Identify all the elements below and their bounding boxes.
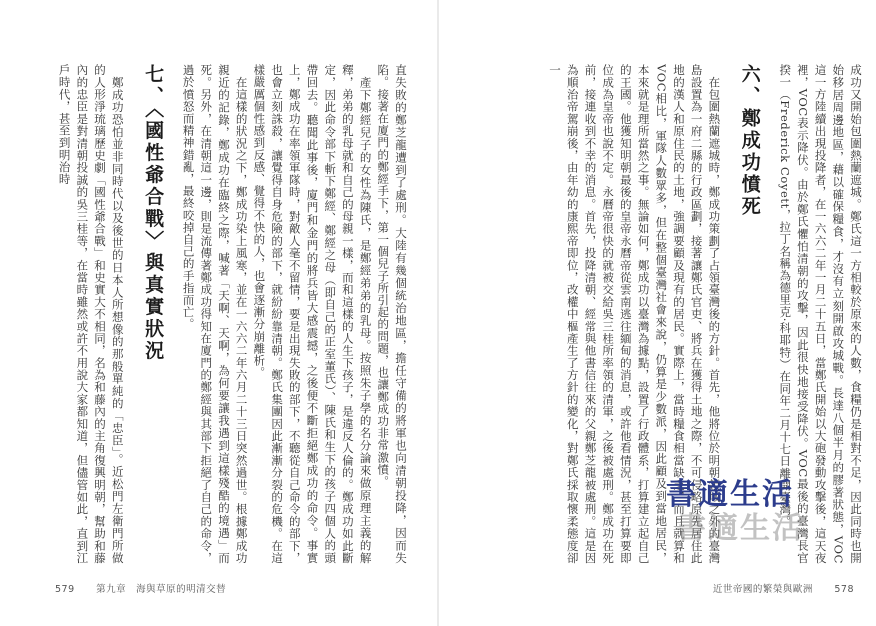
- left-running-head: 第九章 海與草原的明清交替: [96, 584, 227, 595]
- watermark-line-1: 書適生活: [666, 477, 794, 512]
- watermark-line-2: 書適生活: [676, 511, 804, 546]
- left-page-number: 579: [55, 584, 75, 595]
- right-page-number: 578: [834, 584, 854, 595]
- section-heading: 七、〈國性爺合戰〉與真實狀況: [142, 64, 165, 363]
- right-page-footer: [713, 581, 854, 595]
- body-paragraph: 直失敗的鄭芝龍遭到了處刑。大陸有幾個統治地區，擔任守備的將軍也向清朝投降，因而失陷。接著在廈門的鄭經手下，第一個兒子所引起的問題，也讓鄭成功非常激憤。 產下鄭經兒子的女性為陳氏，是鄭經弟弟的乳母。按照朱子學的名分論來做原理主義的解釋，弟弟的乳母就和自己的母親一樣，而和這樣的人生下孩子，是違反人倫的。鄭成功如此斷定，因此命令部下斬下鄭經、鄭經之母（即自己的正室董氏）、陳氏和生下的孩子四個人的頭帶回去。聽聞此事後，廈門和金門的將兵皆大感震撼，之後便不斷拒絕鄭成功的命令。事實上，鄭成功在率領軍隊時，對敵人毫不留情，要是出現失敗的部下，不聽從自己命令的部下，也會立刻誅殺，讓覺得自身危險的部下，就紛紛靠清朝。鄭氏集團因此漸漸分裂的危機。在這樣嚴厲個性感到反感、覺得不快的人，也會逐漸分崩離析。 在這樣的狀況之下，鄭成功染上風寒，並在一六六二年六月二十三日突然過世。根據鄭成功親近的記錄，鄭成功在臨終之際，喊著「天啊、天啊，為何要讓我遇到這樣殘酷的境遇」而死。另外，在清朝這一邊，則是流傳著鄭成功得知在廈門的鄭經與其部下拒絕了自己的命令，過於憤怒而精神錯亂，最終咬掉自己的手指而亡。: [181, 64, 408, 564]
- right-page-text: [460, 64, 864, 564]
- body-paragraph: 在包圍熱蘭遮城時，鄭成功策劃了占領臺灣後的方針。首先，他將位於明朝領域之外的臺灣島設置為一府二縣的行政區劃，接著讓鄭氏官吏、將兵在獲得土地之際，不可侵略原先居住此地的漢人和原住民的土地，強調要顧及現有的居民。實際上，當時糧食相當缺乏，而且就算和VOC相比，軍隊人數眾多，但在整個臺灣社會來說，仍算是少數派，因此顧及到當地居民，本來就是理所當然之事。無論如何，鄭成功以臺灣為據點，設置了行政體系，打算建立起自己的王國。他獲知明朝最後的皇帝永曆帝從雲南逃往緬甸的消息，或許他看情況，甚至打算要即位成為皇帝也說不定。永曆帝很快的就被交給吳三桂所率領的清軍，之後被處刑。鄭成功在死前，接連收到不幸的消息。首先，投降清朝、經常與他書信往來的父親鄭芝龍被處刑。這是因為順治帝駕崩後，由年幼的康熙帝即位，改權中樞產生了方針的變化，對鄭氏採取懷柔態度卻一: [548, 64, 722, 564]
- section-heading: 六、鄭成功憤死: [738, 64, 761, 218]
- body-paragraph: 鄭成功恐怕並非同時代以及後世的日本人所想像的那般單純的「忠臣」。近松門左衛門所做的人形淨琉璃歷史劇「國性爺合戰」和史實大不相同，名為和藤內的主角復興明朝，幫助和藤內的忠臣是對清朝投誠的吳三桂等，在當時雖然或許不用說大家都知道，但儘管如此，直到江戶時代，甚至到明治時: [57, 64, 125, 564]
- right-page: [438, 0, 876, 626]
- left-page-text: [54, 64, 409, 564]
- left-page-footer: [55, 581, 226, 595]
- right-running-head: 近世帝國的繁榮與歐洲: [712, 584, 813, 595]
- body-paragraph: 成功又開始包圍熱蘭遮城。鄭氏這一方相較於原來的人數，食糧仍是相對不足，因此同時也開始移居周邊地區，藉以確保糧食，才沒有立刻開啟攻城戰。長達八個半月的膠著狀態，VOC這一方陸續出現投降者，在一六六二年一月二十五日，當鄭氏開始以大砲發動攻擊後，這天夜裡，VOC表示降伏。由於鄭氏懼怕清朝的攻擊，因此很快地接受降伏。VOC最後的臺灣長官揆一（Frederick Coyett，拉丁名稱為德里克·科耶特）在同年二月十七日離開臺灣。: [778, 64, 863, 564]
